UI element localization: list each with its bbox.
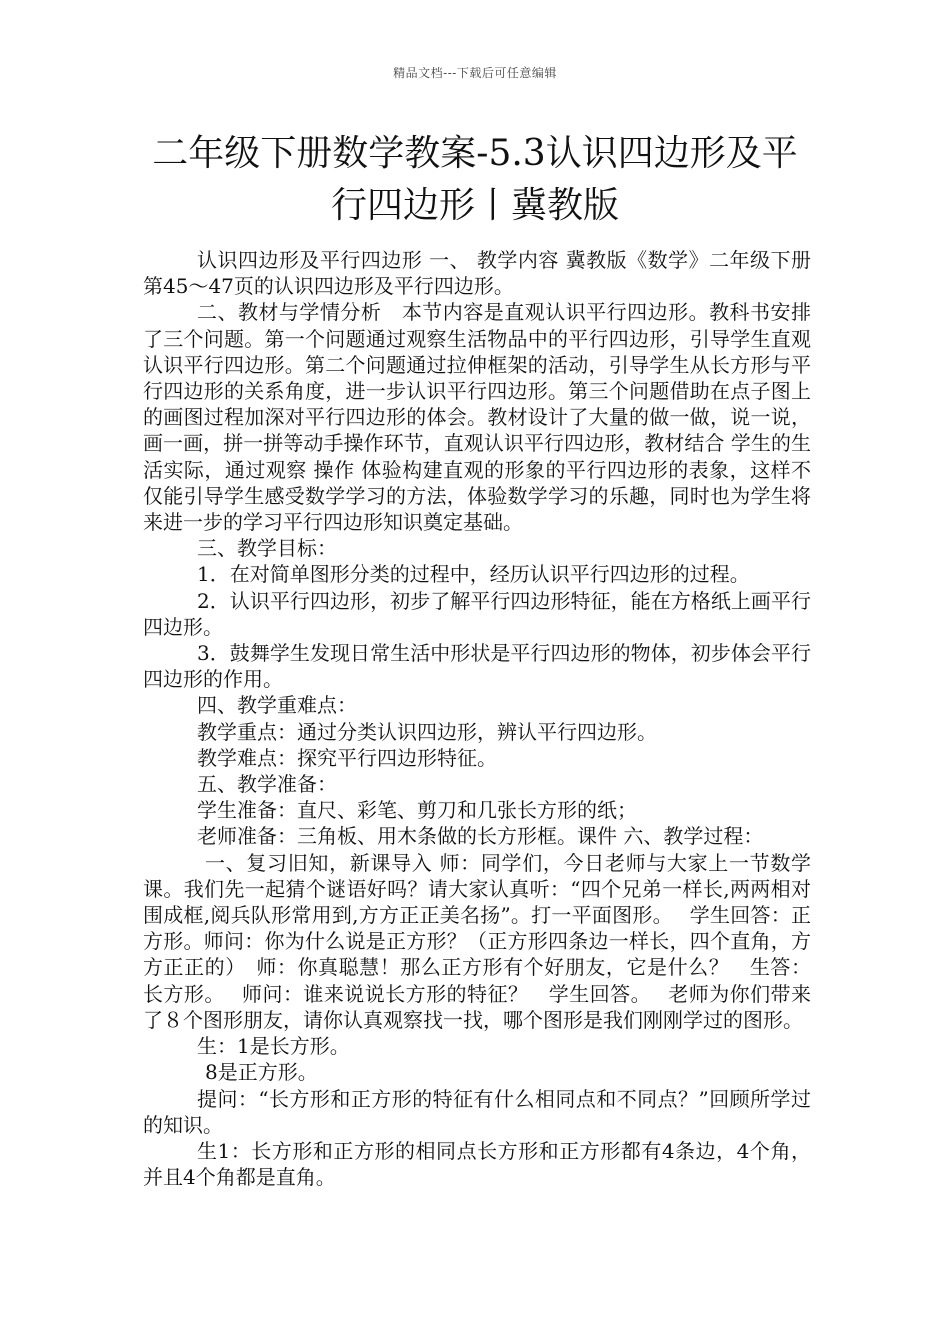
teacher-preparation: 老师准备：三角板、用木条做的长方形框。课件 六、教学过程： <box>197 824 764 849</box>
objective-3: 3．鼓舞学生发现日常生活中形状是平行四边形的物体，初步体会平行四边形的作用。 <box>143 641 811 692</box>
student-preparation: 学生准备：直尺、彩笔、剪刀和几张长方形的纸； <box>197 798 637 823</box>
objective-2: 2．认识平行四边形，初步了解平行四边形特征，能在方格纸上画平行四边形。 <box>143 588 811 639</box>
question-prompt: 提问：“长方形和正方形的特征有什么相同点和不同点？”回顾所学过的知识。 <box>143 1086 811 1137</box>
page-title: 二年级下册数学教案-5.3认识四边形及平行四边形丨冀教版 <box>152 133 798 226</box>
paragraph-analysis: 二、教材与学情分析 本节内容是直观认识平行四边形。教科书安排了三个问题。第一个问题通过观察生活物品中的平行四边形，引导学生直观认识平行四边形。第二个问题通过拉伸框架的活动，引导学生从长方形与平行四边形的关系角度，进一步认识平行四边形。第三个问题借助在点子图上的画图过程加深对平行四边形的体会。教材设计了大量的做一做，说一说，画一画，拼一拼等动手操作环节，直观认识平行四边形，教材结合 学生的生活实际，通过观察 操作 体验构建直观的形象的平行四边形的表象，这样不仅能引导学生感受数学学习的方法，体验数学学习的乐趣，同时也为学生将来进一步的学习平行四边形知识奠定基础。 <box>143 300 811 535</box>
student-1-answer: 生1：长方形和正方形的相同点长方形和正方形都有4条边，4个角，并且4个角都是直角。 <box>143 1138 811 1190</box>
header-note: 精品文档---下载后可任意编辑 <box>393 66 557 80</box>
difficult-point: 教学难点：探究平行四边形特征。 <box>197 745 497 770</box>
document-body <box>143 247 811 1190</box>
paragraph-intro: 认识四边形及平行四边形 一、 教学内容 冀教版《数学》二年级下册第45～47页的认识四边形及平行四边形。 <box>143 248 811 299</box>
key-point: 教学重点：通过分类认识四边形，辨认平行四边形。 <box>197 719 657 744</box>
heading-preparation: 五、教学准备： <box>197 772 337 797</box>
heading-key-points: 四、教学重难点： <box>197 693 357 718</box>
student-answer-8: 8是正方形。 <box>205 1060 318 1085</box>
objective-1: 1．在对简单图形分类的过程中，经历认识平行四边形的过程。 <box>197 562 750 587</box>
paragraph-review: 一、复习旧知，新课导入 师：同学们，今日老师与大家上一节数学课。我们先一起猜个谜语好吗？请大家认真听：“四个兄弟一样长,两两相对围成框,阅兵队形常用到,方方正正美名扬”。打一平面图形。 学生回答：正方形。师问：你为什么说是正方形？（正方形四条边一样长，四个直角，方方正正的） 师：你真聪慧！那么正方形有个好朋友，它是什么？ 生答：长方形。 师问：谁来说说长方形的特征？ 学生回答。 老师为你们带来了８个图形朋友，请你认真观察找一找，哪个图形是我们刚刚学过的图形。 <box>143 850 811 1032</box>
heading-objectives: 三、教学目标： <box>197 536 337 561</box>
student-answer-1: 生：1是长方形。 <box>197 1034 350 1059</box>
